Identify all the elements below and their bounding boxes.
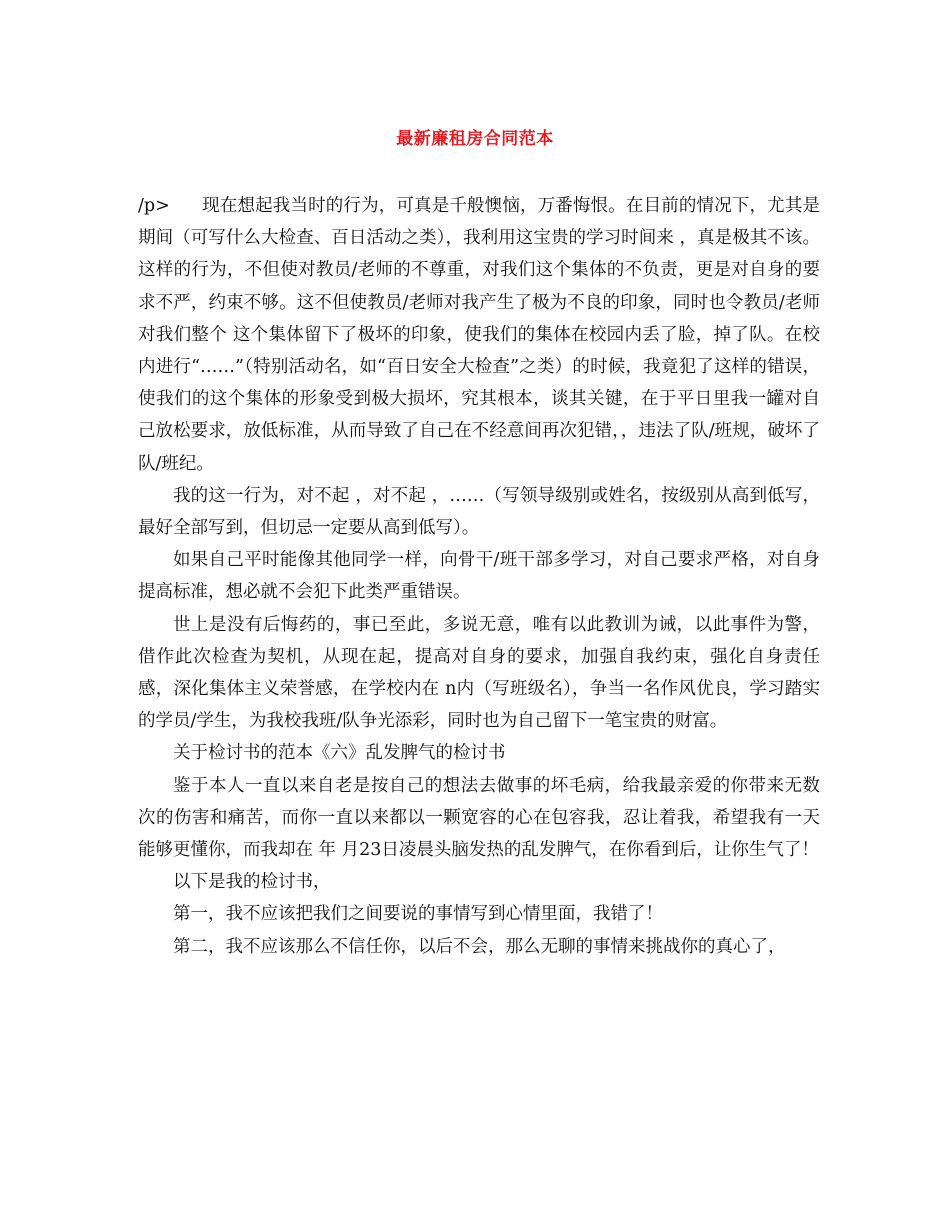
section-heading: 关于检讨书的范本《六》乱发脾气的检讨书: [173, 743, 506, 764]
paragraph-2: 我的这一行为，对不起 ，对不起 ，……（写领导级别或姓名，按级别从高到低写，最好全部写到，但切忌一定要从高到低写）。: [138, 485, 820, 539]
stray-tag-text: /p>: [138, 196, 170, 216]
paragraph-4: 世上是没有后悔药的，事已至此，多说无意，唯有以此教训为诫，以此事件为警，借作此次检查为契机，从现在起，提高对自身的要求，加强自我约束，强化自身责任感，深化集体主义荣誉感，在学校内在 n内（写班级名），争当一名作风优良，学习踏实的学员/学生，为我校我班/队争光添彩，同时也为自己留下一笔宝贵的财富。: [138, 614, 820, 732]
paragraph-8: 第一，我不应该把我们之间要说的事情写到心情里面，我错了！: [173, 904, 663, 925]
paragraph-3: 如果自己平时能像其他同学一样，向骨干/班干部多学习，对自己要求严格，对自身提高标准，想必就不会犯下此类严重错误。: [138, 550, 820, 603]
document-title: 最新廉租房合同范本: [396, 129, 554, 149]
document-body: [138, 190, 820, 963]
paragraph-7: 以下是我的检讨书，: [173, 872, 331, 893]
paragraph-9: 第二，我不应该那么不信任你，以后不会，那么无聊的事情来挑战你的真心了，: [173, 936, 786, 957]
paragraph-1: [138, 190, 820, 480]
paragraph-6: 鉴于本人一直以来自老是按自己的想法去做事的坏毛病，给我最亲爱的你带来无数次的伤害和痛苦，而你一直以来都以一颗宽容的心在包容我，忍让着我，希望我有一天能够更懂你，而我却在 年 月23日凌晨头脑发热的乱发脾气，在你看到后，让你生气了！: [138, 775, 820, 861]
paragraph-text: 现在想起我当时的行为，可真是千般懊恼，万番悔恨。在目前的情况下，尤其是 期间（可写什么大检查、百日活动之类），我利用这宝贵的学习时间来 ，真是极其不该。这样的行为，不但使对教员/老师的不尊重，对我们这个集体的不负责，更是对自身的要求不严，约束不够。这不但使教员/老师对我产生了极为不良的印象，同时也令教员/老师对我们整个 这个集体留下了极坏的印象，使我们的集体在校园内丢了脸，掉了队。在校内进行“……”（特别活动名，如“百日安全大检查”之类）的时候，我竟犯了这样的错误，使我们的这个集体的形象受到极大损坏，究其根本，谈其关键，在于平日里我一罐对自己放松要求，放低标准，从而导致了自己在不经意间再次犯错，，违法了队/班规，破坏了队/班纪。: [138, 196, 820, 474]
